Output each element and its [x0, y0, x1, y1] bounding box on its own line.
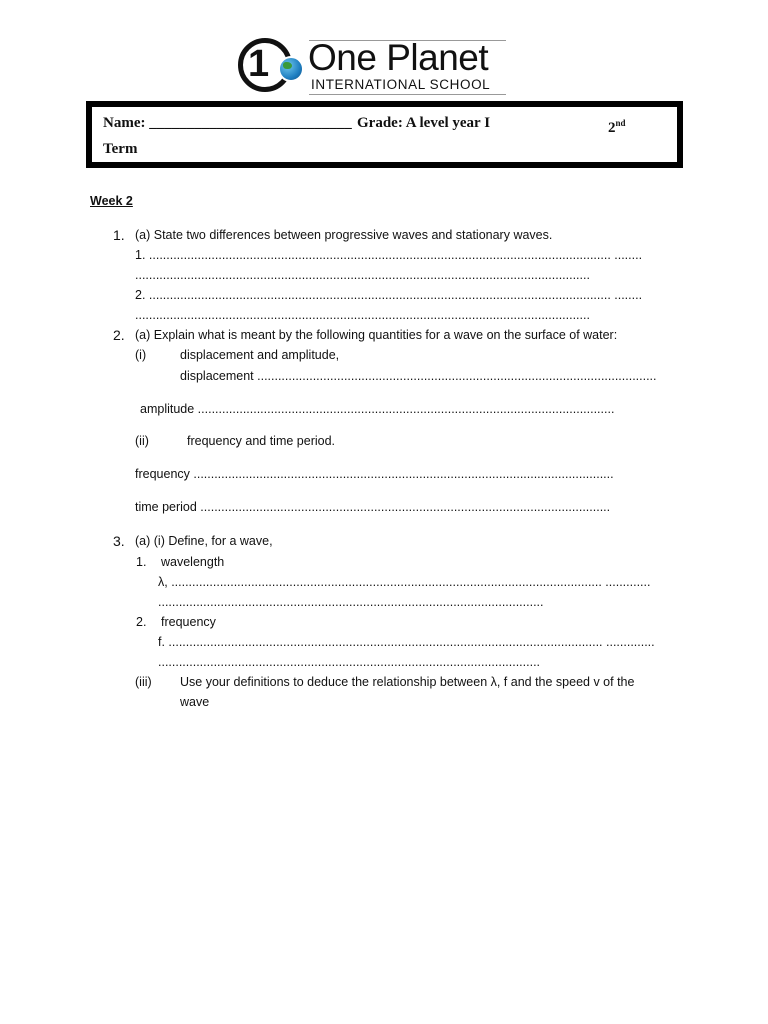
question-3-prompt: (a) (i) Define, for a wave, — [135, 534, 273, 548]
q3-part-iii-label: (iii) — [135, 675, 152, 689]
displacement-answer-line: displacement ................................................................................................................... — [180, 369, 657, 383]
term-num-value: 2 — [608, 120, 616, 136]
logo-digit: 1 — [248, 43, 270, 85]
school-logo — [238, 38, 508, 100]
question-2-prompt: (a) Explain what is meant by the following quantities for a wave on the surface of water: — [135, 328, 618, 342]
logo-subtitle: INTERNATIONAL SCHOOL — [311, 77, 491, 92]
question-3-number: 3. — [113, 533, 125, 549]
q3-item-2-number: 2. — [136, 615, 147, 629]
week-heading: Week 2 — [90, 194, 133, 208]
q2-part-ii-label: (ii) — [135, 434, 149, 448]
frequency-answer-line: frequency ......................................................................................................................... — [135, 467, 614, 481]
name-field-label: Name: ___________________________ — [103, 115, 352, 131]
globe-land-icon — [283, 62, 292, 69]
amplitude-answer-line: amplitude ........................................................................................................................ — [140, 402, 615, 416]
term-label: Term — [103, 141, 138, 157]
logo-title: One Planet — [308, 37, 489, 78]
q2-part-i-text: displacement and amplitude, — [180, 348, 340, 362]
question-1-number: 1. — [113, 227, 125, 243]
q1-answer-line-2b: ................................................................................................................................... — [135, 308, 590, 322]
question-1-prompt: (a) State two differences between progressive waves and stationary waves. — [135, 228, 553, 242]
globe-icon — [278, 56, 304, 82]
wavelength-answer-line-a: λ, ............................................................................................................................ ............. — [158, 575, 651, 589]
term-ordinal: nd — [615, 118, 626, 128]
q3-item-2-label: frequency — [161, 615, 216, 629]
wavelength-answer-line-b: ............................................................................................................... — [158, 595, 544, 609]
q3-part-iii-text-2: wave — [180, 695, 210, 709]
q3-part-iii-text-1: Use your definitions to deduce the relationship between λ, f and the speed v of the — [180, 675, 635, 689]
q1-answer-line-2a: 2. ..................................................................................................................................... ........ — [135, 288, 643, 302]
question-2-number: 2. — [113, 327, 125, 343]
logo-rule-bottom — [309, 94, 506, 95]
q3-item-1-number: 1. — [136, 555, 147, 569]
q1-answer-line-1a: 1. ..................................................................................................................................... ........ — [135, 248, 643, 262]
q3-item-1-label: wavelength — [161, 555, 225, 569]
frequency-def-answer-line-a: f. ............................................................................................................................. .............. — [158, 635, 655, 649]
q2-part-ii-text: frequency and time period. — [187, 434, 336, 448]
grade-label: Grade: A level year I — [357, 115, 491, 131]
q2-part-i-label: (i) — [135, 348, 147, 362]
time-period-answer-line: time period ...................................................................................................................... — [135, 500, 611, 514]
student-info-box — [86, 101, 683, 168]
term-number — [608, 114, 626, 137]
frequency-def-answer-line-b: .............................................................................................................. — [158, 655, 541, 669]
q1-answer-line-1b: ................................................................................................................................... — [135, 268, 590, 282]
